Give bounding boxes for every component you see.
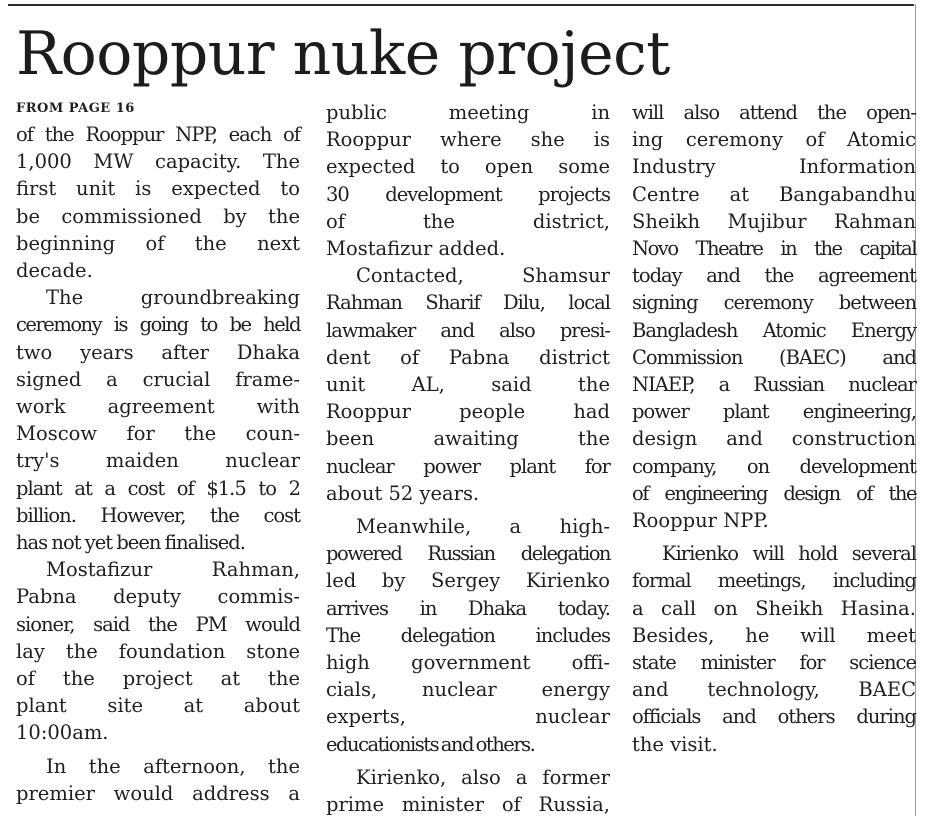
text-line: Bangladesh Atomic Energy: [632, 318, 916, 342]
text-line: today and the agreement: [632, 264, 916, 288]
text-line: Rahman Sharif Dilu, local: [326, 291, 610, 315]
text-line: Pabna deputy commis-: [16, 585, 300, 609]
text-line: dent of Pabna district: [326, 345, 610, 369]
paragraph: [16, 753, 300, 807]
headline: Rooppur nuke project: [16, 19, 670, 89]
paragraph: [16, 284, 300, 556]
text-line: Novo Theatre in the capital: [632, 237, 916, 261]
text-line: Sheikh Mujibur Rahman: [632, 209, 916, 233]
text-line: plant site at about: [16, 694, 300, 718]
text-line: unit AL, said the: [326, 373, 610, 397]
text-line: the visit.: [632, 732, 718, 756]
text-line: has not yet been finalised.: [16, 531, 245, 555]
text-line: billion. However, the cost: [16, 503, 300, 527]
paragraph: [326, 513, 610, 758]
text-line: and technology, BAEC: [632, 678, 916, 702]
text-line: decade.: [16, 259, 93, 283]
text-line: cials, nuclear energy: [326, 678, 610, 702]
text-line: Industry Information: [632, 155, 916, 179]
article-column-1: [16, 103, 300, 807]
text-line: public meeting in: [326, 101, 610, 124]
text-line: 30 development projects: [326, 182, 610, 206]
text-line: be commissioned by the: [16, 204, 300, 228]
text-line: signing ceremony between: [632, 291, 916, 315]
text-line: plant at a cost of $1.5 to 2: [16, 476, 300, 500]
paragraph: [326, 764, 610, 818]
text-line: Kirienko, also a former: [356, 765, 610, 789]
text-line: The groundbreaking: [46, 286, 300, 310]
article-column-3: [632, 103, 916, 758]
text-line: NIAEP, a Russian nuclear: [632, 373, 916, 397]
text-line: signed a crucial frame-: [16, 367, 300, 391]
text-line: of engineering design of the: [632, 481, 916, 505]
text-line: try's maiden nuclear: [16, 449, 300, 473]
text-line: about 52 years.: [326, 481, 480, 505]
text-line: Rooppur people had: [326, 400, 610, 424]
text-line: lay the foundation stone: [16, 639, 300, 663]
text-line: Rooppur NPP.: [632, 509, 769, 533]
text-line: Kirienko will hold several: [662, 542, 916, 566]
text-line: In the afternoon, the: [46, 754, 300, 778]
paragraph: [326, 262, 610, 507]
text-line: nuclear power plant for: [326, 454, 610, 478]
text-line: design and construction: [632, 427, 916, 451]
text-line: The delegation includes: [326, 623, 610, 647]
text-line: experts, nuclear: [326, 705, 610, 729]
text-line: Besides, he will meet: [632, 623, 916, 647]
paragraph: [632, 540, 916, 758]
text-line: ing ceremony of Atomic: [632, 128, 916, 152]
text-line: Meanwhile, a high-: [356, 515, 610, 539]
text-line: Contacted, Shamsur: [356, 264, 610, 288]
text-line: premier would address a: [16, 781, 300, 805]
text-line: been awaiting the: [326, 427, 610, 451]
text-line: ceremony is going to be held: [16, 313, 300, 337]
text-line: state minister for science: [632, 651, 916, 675]
text-line: Centre at Bangabandhu: [632, 182, 916, 206]
text-line: a call on Sheikh Hasina.: [632, 596, 916, 620]
text-line: will also attend the open-: [632, 101, 916, 124]
text-line: powered Russian delegation: [326, 542, 610, 566]
text-line: 1,000 MW capacity. The: [16, 150, 300, 174]
text-line: of the district,: [326, 209, 610, 233]
text-line: expected to open some: [326, 155, 610, 179]
text-line: Commission (BAEC) and: [632, 345, 916, 369]
text-line: sioner, said the PM would: [16, 612, 300, 636]
text-line: of the project at the: [16, 667, 300, 691]
text-line: power plant engineering,: [632, 400, 916, 424]
text-line: first unit is expected to: [16, 177, 300, 201]
text-line: lawmaker and also presi-: [326, 318, 610, 342]
text-line: educationists and others.: [326, 732, 535, 756]
text-line: 10:00am.: [16, 721, 109, 745]
text-line: arrives in Dhaka today.: [326, 596, 610, 620]
text-line: led by Sergey Kirienko: [326, 569, 610, 593]
text-line: high government offi-: [326, 651, 610, 675]
text-line: work agreement with: [16, 395, 300, 419]
text-line: beginning of the next: [16, 231, 300, 255]
text-line: officials and others during: [632, 705, 916, 729]
text-line: Mostafizur added.: [326, 237, 506, 261]
paragraph: [632, 99, 916, 534]
text-line: of the Rooppur NPP, each of: [16, 123, 300, 146]
text-line: formal meetings, including: [632, 569, 916, 593]
text-line: Mostafizur Rahman,: [46, 558, 300, 582]
article-column-2: [326, 103, 610, 818]
text-line: company, on development: [632, 454, 916, 478]
paragraph: [16, 556, 300, 746]
paragraph: [326, 99, 610, 262]
text-line: prime minister of Russia,: [326, 793, 610, 817]
text-line: Moscow for the coun-: [16, 422, 300, 446]
paragraph: [16, 121, 300, 284]
text-line: Rooppur where she is: [326, 128, 610, 152]
top-rule: [8, 4, 914, 6]
text-line: two years after Dhaka: [16, 340, 300, 364]
jump-kicker: FROM PAGE 16: [16, 101, 135, 116]
